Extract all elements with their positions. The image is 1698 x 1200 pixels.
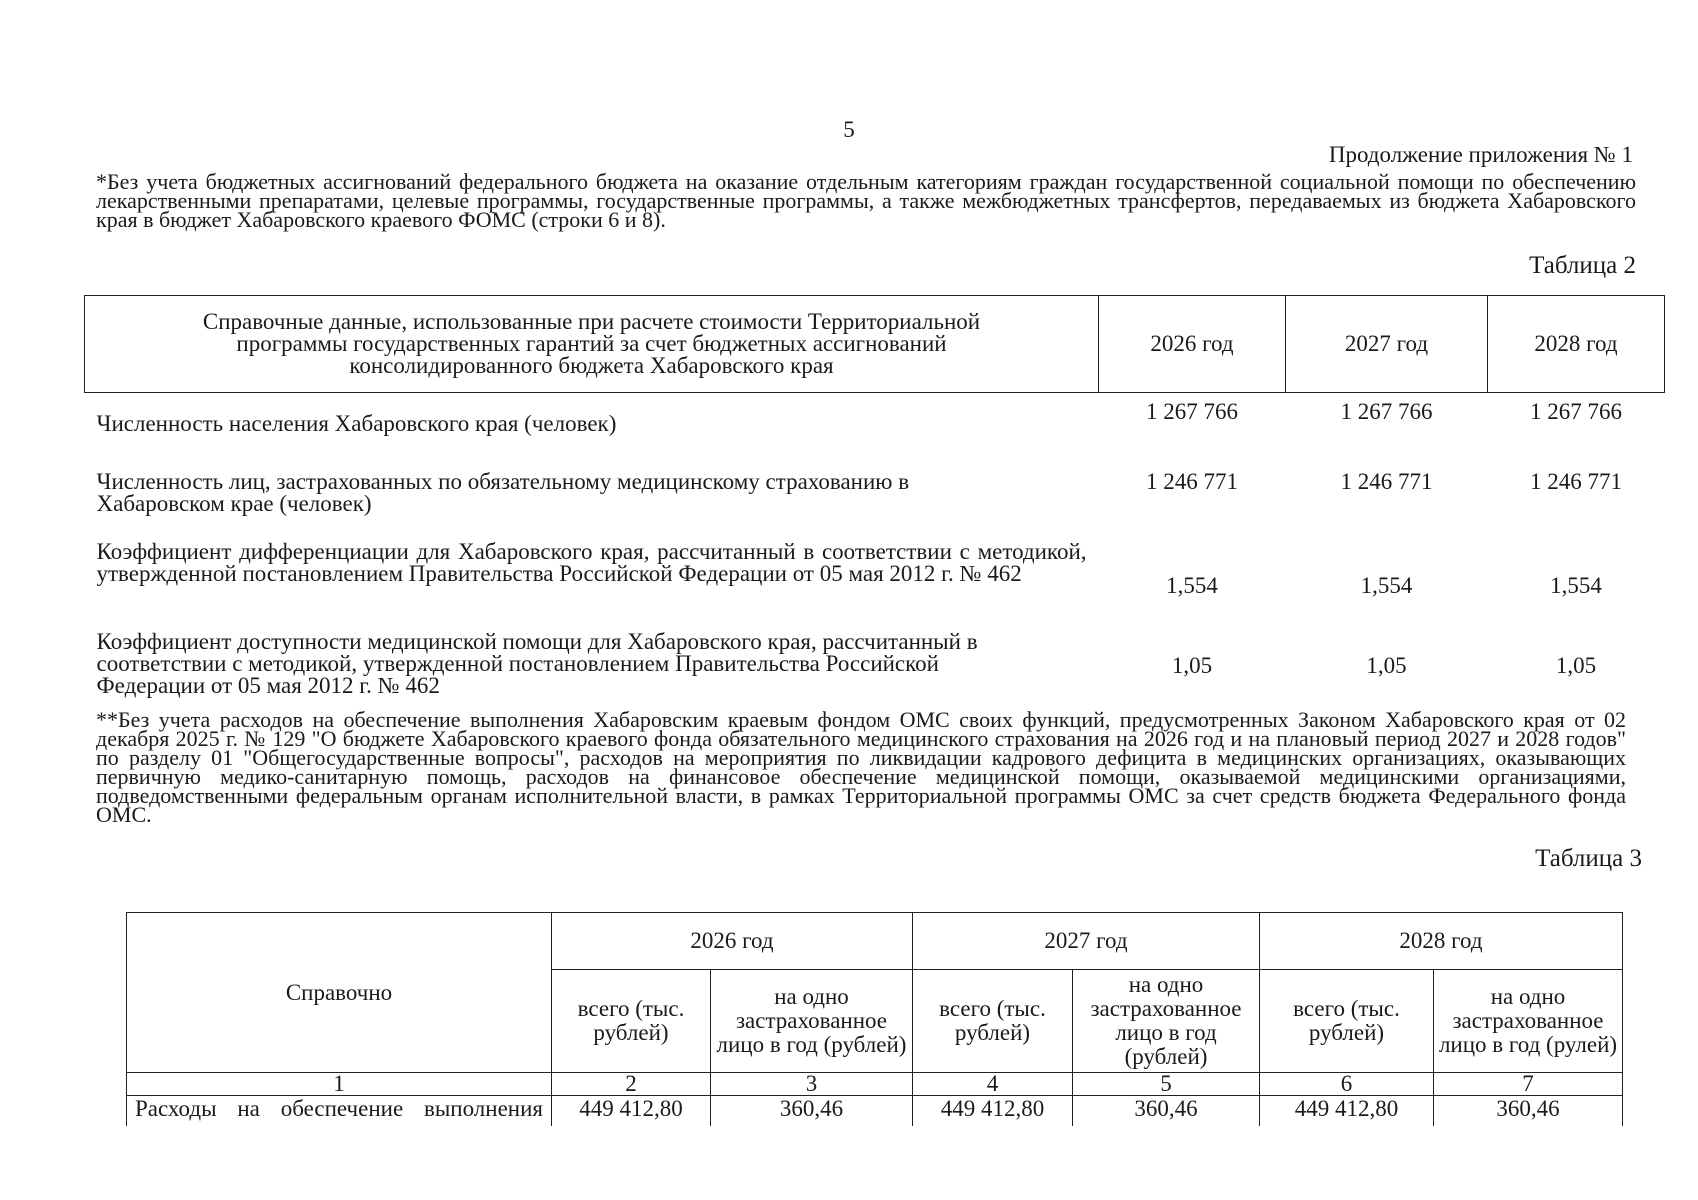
value-2026: 1,554: [1166, 573, 1218, 598]
per-person-2026-header: на одно застрахованное лицо в год (рублей): [711, 970, 913, 1073]
table-2-header: [85, 296, 1665, 393]
value-2026: 1 267 766: [1146, 399, 1238, 424]
value-total-2028: 449 412,80: [1260, 1096, 1434, 1127]
table-2-caption: Таблица 2: [1529, 252, 1636, 279]
col-index: 4: [913, 1073, 1073, 1096]
table-3-year-2028: 2028 год: [1260, 913, 1623, 970]
row-label: Численность лиц, застрахованных по обязательному медицинскому страхованию в Хабаровском крае (человек): [96, 469, 910, 516]
total-2026-header: всего (тыс. рублей): [552, 970, 711, 1073]
col-index: 7: [1434, 1073, 1623, 1096]
row-label: Численность населения Хабаровского края (человек): [96, 411, 617, 436]
row-label: Коэффициент доступности медицинской помощи для Хабаровского края, рассчитанный в соответствии с методикой, утвержденной постановлением Правительства Российской Федерации от 05 мая 2012 г. № 462: [96, 629, 978, 698]
table-2-header-2026: 2026 год: [1099, 296, 1286, 393]
table-3-year-header: [127, 913, 1623, 970]
col-index: 3: [711, 1073, 913, 1096]
table-row: [85, 631, 1665, 701]
table-row: [127, 1096, 1623, 1127]
value-2027: 1 267 766: [1340, 399, 1433, 424]
column-index-row: [127, 1073, 1623, 1096]
appendix-continuation: Продолжение приложения № 1: [1328, 142, 1633, 167]
value-total-2027: 449 412,80: [913, 1096, 1073, 1127]
value-2027: 1,554: [1360, 573, 1413, 598]
col-index: 6: [1260, 1073, 1434, 1096]
table-row: [85, 393, 1665, 472]
footnote-1: *Без учета бюджетных ассигнований федерального бюджета на оказание отдельным категориям граждан государственной социальной помощи по обеспечению лекарственными препаратами, целевые программы, государственные программы, а также межбюджетных трансфертов, передаваемых из бюджета Хабаровского края в бюджет Хабаровского краевого ФОМС (строки 6 и 8).: [96, 169, 1636, 232]
total-2028-header: всего (тыс. рублей): [1260, 970, 1434, 1073]
table-3-year-2027: 2027 год: [913, 913, 1260, 970]
footnote-2: **Без учета расходов на обеспечение выполнения Хабаровским краевым фондом ОМС своих функций, предусмотренных Законом Хабаровского края от 02 декабря 2025 г. № 129 "О бюджете Хабаровского краевого фонда обязательного медицинского страхования на 2026 год и на плановый период 2027 и 2028 годов" по разделу 01 "Общегосударственные вопросы", расходов на мероприятия по ликвидации кадрового дефицита в медицинских организациях, оказывающих первичную медико-санитарную помощь, расходов на финансовое обеспечение медицинской помощи, оказываемой медицинскими организациями, подведомственными федеральным органам исполнительной власти, в рамках Территориальной программы ОМС за счет средств бюджета Федерального фонда ОМС.: [96, 707, 1626, 827]
total-2027-header: всего (тыс. рублей): [913, 970, 1073, 1073]
value-per-person-2027: 360,46: [1073, 1096, 1260, 1127]
table-row: [85, 471, 1665, 541]
table-2: [84, 295, 1665, 701]
col-index: 5: [1073, 1073, 1260, 1096]
col-index: 1: [127, 1073, 552, 1096]
per-person-2028-header: на одно застрахованное лицо в год (рулей): [1434, 970, 1623, 1073]
per-person-2027-header: на одно застрахованное лицо в год (рублей): [1073, 970, 1260, 1073]
row-label: Расходы на обеспечение выполнения: [127, 1096, 552, 1127]
table-3-header-label: Справочно: [127, 913, 552, 1073]
value-2026: 1,05: [1171, 653, 1213, 678]
value-2026: 1 246 771: [1146, 469, 1238, 494]
value-2027: 1 246 771: [1340, 469, 1433, 494]
value-2028: 1,554: [1550, 573, 1602, 598]
col-index: 2: [552, 1073, 711, 1096]
value-total-2026: 449 412,80: [552, 1096, 711, 1127]
value-2028: 1,05: [1555, 653, 1597, 678]
page-number: 5: [843, 117, 855, 142]
table-row: [85, 541, 1665, 631]
value-2027: 1,05: [1366, 653, 1407, 678]
value-2028: 1 246 771: [1530, 469, 1622, 494]
value-2028: 1 267 766: [1530, 399, 1622, 424]
row-label: Коэффициент дифференциации для Хабаровского края, рассчитанный в соответствии с методикой, утвержденной постановлением Правительства Российской Федерации от 05 мая 2012 г. № 462: [96, 539, 1087, 586]
table-2-header-2027: 2027 год: [1286, 296, 1488, 393]
table-3: [126, 912, 1623, 1126]
table-3-year-2026: 2026 год: [552, 913, 913, 970]
value-per-person-2026: 360,46: [711, 1096, 913, 1127]
table-2-header-2028: 2028 год: [1488, 296, 1665, 393]
value-per-person-2028: 360,46: [1434, 1096, 1623, 1127]
table-2-header-label: Справочные данные, использованные при расчете стоимости Территориальной программы государственных гарантий за счет бюджетных ассигнований консолидированного бюджета Хабаровского края: [85, 296, 1099, 393]
table-3-caption: Таблица 3: [1535, 845, 1642, 872]
